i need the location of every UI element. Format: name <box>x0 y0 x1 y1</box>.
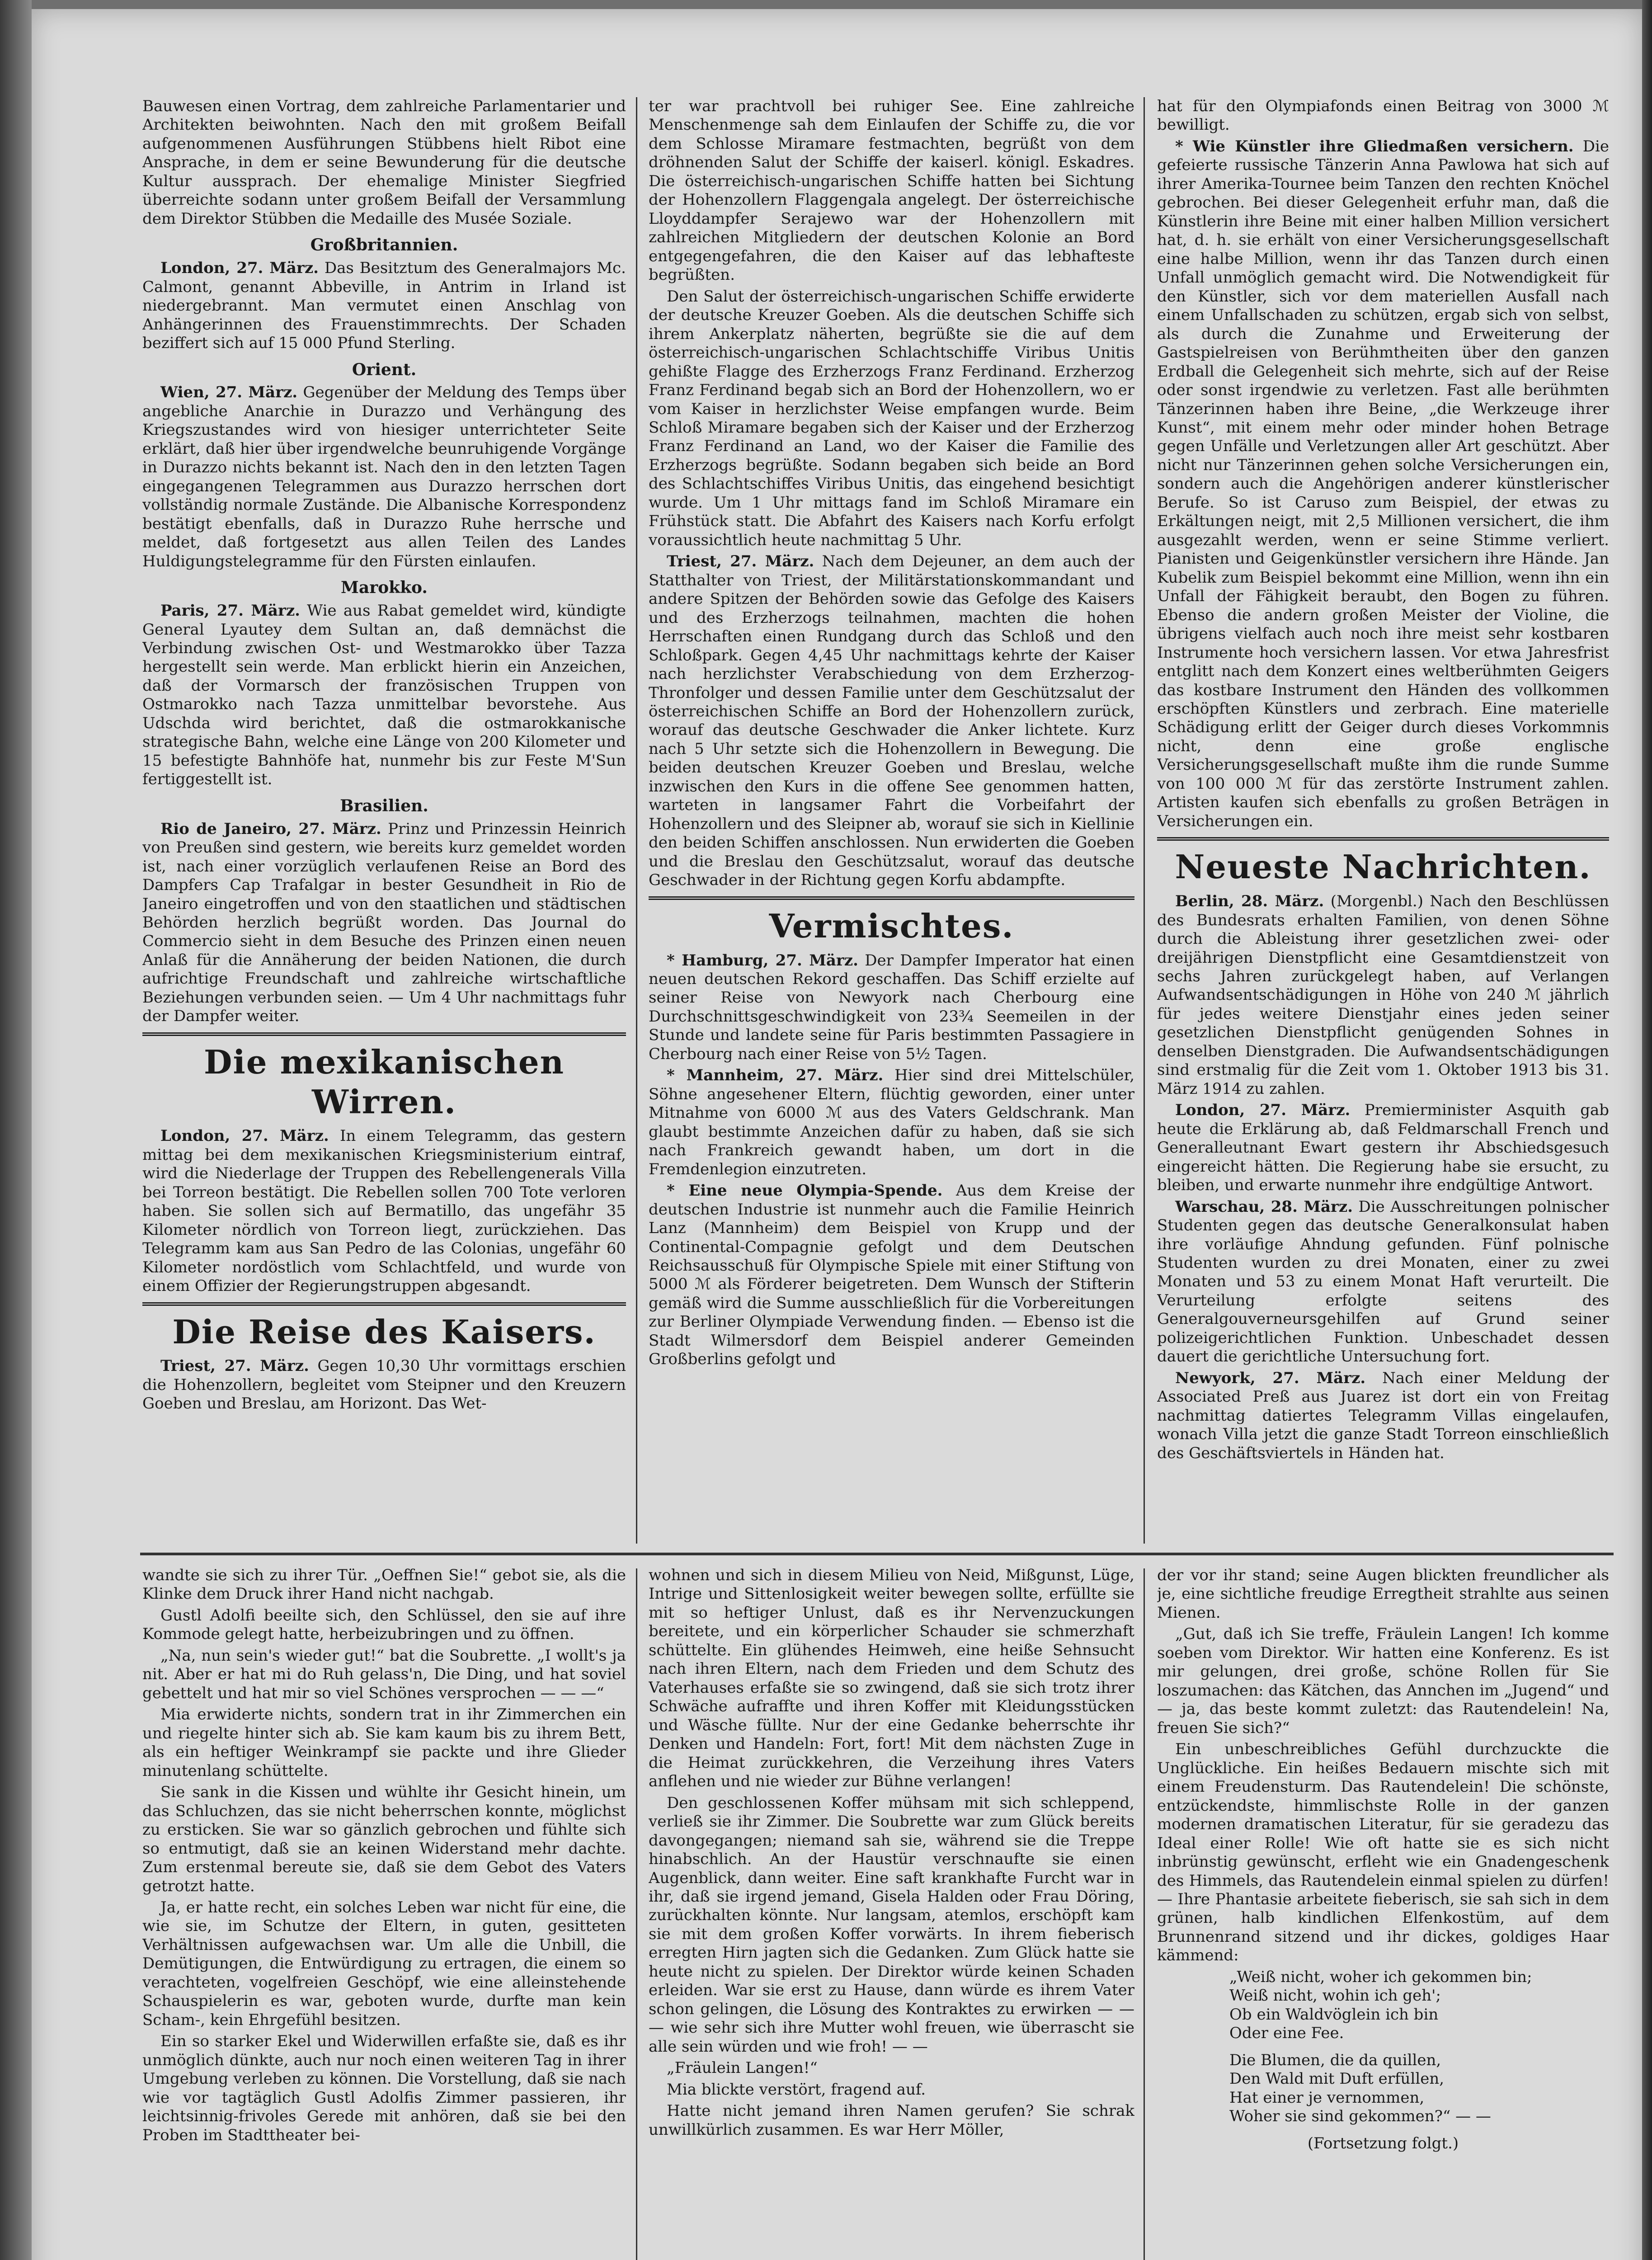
binding-shadow <box>0 0 32 2260</box>
story-paragraph: „Na, nun sein's wieder gut!“ bat die Soubrette. „I wollt's ja nit. Aber er hat mi do Ruh gelass'n, Die Ding, und hat soviel gebettelt und hat mir so viel Schönes versprochen — — —“ <box>142 1646 626 1702</box>
section-heading: Großbritannien. <box>310 235 458 255</box>
section-title: Neueste Nachrichten. <box>1175 848 1591 886</box>
story-paragraph: Sie sank in die Kissen und wühlte ihr Gesicht hinein, um das Schluchzen, das sie nicht beherrschen konnte, möglichst zu ersticken. Sie war so gänzlich gebrochen und fühlte sich so entmutigt, daß sie an keinen Widerstand mehr dachte. Zum erstenmal bereute sie, daß sie dem Gebot des Vaters getrotzt hatte. <box>142 1783 626 1895</box>
story-paragraph: Mia erwiderte nichts, sondern trat in ihr Zimmerchen ein und riegelte hinter sich ab. Sie kam kaum bis zu ihrem Bett, als ein heftiger Weinkrampf sie packte und ihre Glieder minutenlang schüttelte. <box>142 1705 626 1780</box>
article-text: Aus dem Kreise der deutschen Industrie ist nunmehr auch die Familie Heinrich Lanz (Mannheim) dem Beispiel von Krupp und der Continental-Compagnie gefolgt und dem Deutschen Reichsausschuß für Olympische Spiele mit einer Stiftung von 5000 ℳ als Förderer beigetreten. Dem Wunsch der Stifterin gemäß wird die Summe ausschließlich für die Vorbereitungen zur Berliner Olympiade Verwendung finden. — Ebenso ist die Stadt Wilmersdorf dem Beispiel anderer Gemeinden Großberlins gefolgt und <box>649 1182 1134 1369</box>
article-text: Nach einer Meldung der Associated Preß aus Juarez ist dort ein von Freitag nachmittag datiertes Telegramm Villas eingelaufen, wonach Villa jetzt die ganze Stadt Torreon einschließlich des Geschäftsviertels in Händen hat. <box>1157 1369 1609 1462</box>
divider <box>142 1032 626 1036</box>
dateline: London, 27. März. <box>160 259 319 278</box>
divider <box>649 896 1134 900</box>
dateline: Berlin, 28. März. <box>1175 892 1324 911</box>
feuilleton-column-2 <box>649 1566 1134 2260</box>
feuilleton-column-1 <box>142 1566 626 2260</box>
story-paragraph: wandte sie sich zu ihrer Tür. „Oeffnen Sie!“ gebot sie, als die Klinke dem Druck ihrer Hand nicht nachgab. <box>142 1566 626 1603</box>
article-text: Nach dem Dejeuner, an dem auch der Statthalter von Triest, der Militärstationskommandant und andere Spitzen der Behörden sowie das Gefolge des Kaisers und des Erzherzogs teilnahmen, machten die hohen Herrschaften einen Rundgang durch das Schloß und den Schloßpark. Gegen 4,45 Uhr nachmittags kehrte der Kaiser nach herzlichster Verabschiedung von dem Erzherzog-Thronfolger und dessen Familie unter dem Geschützsalut der österreichischen Schiffe an Bord der Hohenzollern zurück, worauf das deutsche Geschwader die Anker lichtete. Kurz nach 5 Uhr setzte sich die Hohenzollern in Bewegung. Die beiden deutschen Kreuzer Goeben und Breslau, welche inzwischen den Kurs in die offene See genommen hatten, warteten in langsamer Fahrt die Vorbeifahrt der Hohenzollern und des Sleipner ab, worauf sie sich in Kiellinie den beiden Schiffen anschlossen. Nun erwiderten die Goeben und die Breslau den Geschützsalut, worauf das deutsche Geschwader in der Richtung gegen Korfu abdampfte. <box>649 552 1134 890</box>
article-paragraph: hat für den Olympiafonds einen Beitrag von 3000 ℳ bewilligt. <box>1157 97 1609 134</box>
column-2 <box>649 97 1134 1546</box>
dateline: Paris, 27. März. <box>160 602 300 620</box>
item-heading: * Wie Künstler ihre Gliedmaßen versichern. <box>1175 137 1574 155</box>
article-paragraph: Bauwesen einen Vortrag, dem zahlreiche Parlamentarier und Architekten beiwohnten. Nach den mit großem Beifall aufgenommenen Ausführungen Stübbens hielt Ribot eine Ansprache, in dem er seine Bewunderung für die deutsche Kultur aussprach. Der ehemalige Minister Siegfried überreichte sodann unter großem Beifall der Versammlung dem Direktor Stübben die Medaille des Musée Soziale. <box>142 97 626 228</box>
section-heading: Orient. <box>352 360 417 379</box>
article-text: Das Besitztum des Generalmajors Mc. Calmont, genannt Abbeville, in Antrim in Irland ist niedergebrannt. Man vermutet einen Anschlag von Anhängerinnen des Frauenstimmrechts. Der Schaden beziffert sich auf 15 000 Pfund Sterling. <box>142 259 626 353</box>
dateline: Triest, 27. März. <box>667 552 814 571</box>
article-text: Der Dampfer Imperator hat einen neuen deutschen Rekord geschaffen. Das Schiff erzielte auf seiner Reise von Newyork nach Cherbourg eine Durchschnittsgeschwindigkeit von 23¾ Seemeilen in der Stunde und landete seine für Paris bestimmten Passagiere in Cherbourg nach einer Reise von 5½ Tagen. <box>649 951 1134 1063</box>
story-paragraph: Hatte nicht jemand ihren Namen gerufen? Sie schrak unwillkürlich zusammen. Es war Herr Möller, <box>649 2102 1134 2139</box>
item-heading: * Mannheim, 27. März. <box>667 1066 884 1085</box>
divider <box>1157 837 1609 841</box>
story-paragraph: Gustl Adolfi beeilte sich, den Schlüssel, den sie auf ihre Kommode gelegt hatte, herbeizubringen und zu öffnen. <box>142 1606 626 1643</box>
continuation-note: (Fortsetzung folgt.) <box>1307 2134 1459 2152</box>
column-1 <box>142 97 626 1546</box>
poem-line: „Weiß nicht, woher ich gekommen bin; <box>1229 1968 1532 1986</box>
column-rule <box>636 1568 637 2260</box>
poem-line: Oder eine Fee. <box>1229 2024 1344 2043</box>
dateline: Newyork, 27. März. <box>1175 1369 1366 1387</box>
story-paragraph: Ein so starker Ekel und Widerwillen erfaßte sie, daß es ihr unmöglich dünkte, auch nur noch einen weiteren Tag in ihrer Umgebung verleben zu können. Die Vorstellung, daß sie nach wie vor tagtäglich Gustl Adolfis Zimmer passieren, ihr leichtsinnig-frivoles Gerede mit anhören, daß sie bei den Proben im Stadttheater bei- <box>142 2032 626 2144</box>
article-text: Die gefeierte russische Tänzerin Anna Pawlowa hat sich auf ihrer Amerika-Tournee beim Tanzen den rechten Knöchel gebrochen. Bei dieser Gelegenheit erfuhr man, daß die Künstlerin ihre Beine mit einer halben Million versichert hat, d. h. sie erhält von einer Versicherungsgesellschaft eine halbe Million, wenn ihr das Tanzen durch einen Unfall unmöglich gemacht wird. Die Notwendigkeit für den Künstler, sich vor dem materiellen Ausfall nach einem Unfallschaden zu schützen, ergab sich von selbst, als durch die Zunahme und Erweiterung der Gastspielreisen von Berühmtheiten über den ganzen Erdball die Gelegenheit sich mehrte, sich auf der Reise oder sonst irgendwie zu verletzen. Fast alle berühmten Tänzerinnen haben ihre Beine, „die Werkzeuge ihrer Kunst“, mit einem mehr oder minder hohen Betrage gegen Unfälle und Verletzungen aller Art geschützt. Aber nicht nur Tänzerinnen gehen solche Versicherungen ein, sondern auch die Angehörigen anderer künstlerischer Berufe. So ist Caruso zum Beispiel, der etwas zu Erkältungen neigt, mit 2,5 Millionen versichert, die ihm ausgezahlt werden, wenn er seine Stimme verliert. Pianisten und Geigenkünstler versichern ihre Hände. Jan Kubelik zum Beispiel bekommt eine Million, wenn ihn ein Unfall der Fähigkeit beraubt, den Bogen zu führen. Ebenso die andern großen Meister der Violine, die übrigens vielfach auch noch ihre meist sehr kostbaren Instrumente hoch versichern lassen. Vor etwa Jahresfrist entglitt nach dem Konzert eines weltberühmten Geigers das kostbare Instrument den Händen des vollkommen erschöpften Künstlers und zerbrach. Eine materielle Schädigung erlitt der Geiger durch dieses Vorkommnis nicht, denn eine große englische Versicherungsgesellschaft mußte ihm die runde Summe von 100 000 ℳ für das zerstörte Instrument zahlen. Artisten kaufen sich ebenfalls zu großen Beträgen in Versicherungen ein. <box>1157 137 1609 830</box>
story-paragraph: Mia blickte verstört, fragend auf. <box>667 2080 926 2099</box>
article-text: (Morgenbl.) Nach den Beschlüssen des Bundesrats erhalten Familien, von denen Söhne durch die Ableistung ihrer gesetzlichen zwei- oder dreijährigen Dienstpflicht eine Gesamtdienstzeit von sechs Jahren zurückgelegt haben, auf Verlangen Aufwandsentschädigungen in Höhe von 240 ℳ jährlich für jedes weitere Dienstjahr eines jeden seiner gesetzlichen Dienstpflicht genügenden Sohnes in denselben Dienstgraden. Die Aufwandsentschädigungen sind erstmalig für die Zeit vom 1. Oktober 1913 bis 31. März 1914 zu zahlen. <box>1157 892 1609 1098</box>
poem-line: Weiß nicht, wohin ich geh'; <box>1229 1987 1441 2005</box>
poem-line: Woher sie sind gekommen?“ — — <box>1229 2107 1491 2126</box>
poem-line: Ob ein Waldvöglein ich bin <box>1229 2005 1439 2024</box>
poem-stanza <box>1157 1968 1609 2043</box>
story-paragraph: der vor ihr stand; seine Augen blickten freundlicher als je, eine sichtliche freudige Erregtheit strahlte aus seinen Mienen. <box>1157 1566 1609 1622</box>
article-text: Gegen 10,30 Uhr vormittags erschien die Hohenzollern, begleitet vom Steipner und den Kreuzern Goeben und Breslau, am Horizont. Das Wet- <box>142 1357 626 1413</box>
article-text: Gegenüber der Meldung des Temps über angebliche Anarchie in Durazzo und Verhängung des Kriegszustandes wird von hiesiger unterrichteter Seite erklärt, daß hier über irgendwelche beunruhigende Vorgänge in Durazzo nichts bekannt ist. Nach den in den letzten Tagen eingegangenen Telegrammen aus Durazzo herrschen dort vollständig normale Zustände. Die Albanische Korrespondenz bestätigt ebenfalls, daß in Durazzo Ruhe herrsche und meldet, daß fortgesetzt aus allen Teilen des Landes Huldigungstelegramme für den Fürsten einlaufen. <box>142 383 626 570</box>
section-heading: Brasilien. <box>340 796 428 815</box>
article-text: Prinz und Prinzessin Heinrich von Preußen sind gestern, wie bereits kurz gemeldet worden ist, nach einer vorzüglich verlaufenen Reise an Bord des Dampfers Cap Trafalgar in bester Gesundheit in Rio de Janeiro eingetroffen und von den staatlichen und städtischen Behörden herzlich begrüßt worden. Das Journal do Commercio sieht in dem Besuche des Prinzen einen neuen Anlaß für die Annäherung der beiden Nationen, die durch aufrichtige Freundschaft und zahlreiche wirtschaftliche Beziehungen verbunden seien. — Um 4 Uhr nachmittags fuhr der Dampfer weiter. <box>142 819 626 1026</box>
column-rule <box>1144 1568 1145 2260</box>
column-rule <box>1144 97 1145 1544</box>
article-text: In einem Telegramm, das gestern mittag bei dem mexikanischen Kriegsministerium eintraf, wird die Niederlage der Truppen des Rebellengenerals Villa bei Torreon bestätigt. Die Rebellen sollen 700 Tote verloren haben. Sie sollen sich auf Bermatillo, das ungefähr 35 Kilometer nördlich von Torreon liegt, zurückziehen. Das Telegramm kam aus San Pedro de las Colonias, ungefähr 60 Kilometer nordöstlich vom Schlachtfeld, und wurde von einem Offizier der Regierungstruppen abgesandt. <box>142 1127 626 1295</box>
section-title: Vermischtes. <box>769 906 1014 945</box>
article-text: Die Ausschreitungen polnischer Studenten gegen das deutsche Generalkonsulat haben ihre vorläufige Ahndung gefunden. Fünf polnische Studenten wurden zu drei Monaten, einer zu zwei Monaten und 53 zu einem Monat Haft verurteilt. Die Verurteilung erfolgte seitens des Generalgouverneursgehilfen auf Grund seiner polizeigerichtlichen Funktion. Unbeschadet dessen dauert die gerichtliche Untersuchung fort. <box>1157 1197 1609 1366</box>
dateline: Triest, 27. März. <box>160 1357 309 1375</box>
story-paragraph: wohnen und sich in diesem Milieu von Neid, Mißgunst, Lüge, Intrige und Sittenlosigkeit weiter bewegen sollte, erfüllte sie mit so heftiger Unlust, daß es ihr Nervenzuckungen bereitete, und ein körperlicher Schauder sie schmerzhaft schüttelte. Ein glühendes Heimweh, eine heiße Sehnsucht nach ihren Eltern, nach dem Frieden und dem Schutz des Vaterhauses erfaßte sie so zwingend, daß sie sich trotz ihrer Schwäche aufraffte und ihren Koffer mit Kleidungsstücken und Wäsche füllte. Nur der eine Gedanke beherrschte ihr Denken und Handeln: Fort, fort! Mit dem nächsten Zuge in die Heimat zurückkehren, die Verzeihung ihres Vaters anflehen und nie wieder zur Bühne verlangen! <box>649 1566 1134 1791</box>
story-paragraph: „Gut, daß ich Sie treffe, Fräulein Langen! Ich komme soeben vom Direktor. Wir hatten eine Konferenz. Es ist mir gelungen, drei große, schöne Rollen für Sie loszumachen: das Kätchen, das Annchen im „Jugend“ und — ja, das beste kommt zuletzt: das Rautendelein! Na, freuen Sie sich?“ <box>1157 1625 1609 1737</box>
dateline: London, 27. März. <box>160 1127 329 1145</box>
story-paragraph: „Fräulein Langen!“ <box>667 2059 818 2077</box>
page-edge <box>1642 0 1652 2260</box>
feuilleton-column-3 <box>1157 1566 1609 2260</box>
column-rule <box>636 97 637 1544</box>
item-heading: * Hamburg, 27. März. <box>667 951 858 970</box>
dateline: London, 27. März. <box>1175 1101 1351 1120</box>
poem-line: Hat einer je vernommen, <box>1229 2088 1425 2107</box>
dateline: Wien, 27. März. <box>160 383 298 402</box>
article-text: Hier sind drei Mittelschüler, Söhne angesehener Eltern, flüchtig geworden, einer unter Mitnahme von 6000 ℳ aus des Vaters Geldschrank. Man glaubt bestimmte Anzeichen dafür zu haben, daß sie sich nach Frankreich gewandt haben, um dort in die Fremdenlegion einzutreten. <box>649 1066 1134 1178</box>
dateline: Warschau, 28. März. <box>1175 1197 1353 1216</box>
article-paragraph: Den Salut der österreichisch-ungarischen Schiffe erwiderte der deutsche Kreuzer Goeben. Als die deutschen Schiffe sich ihrem Ankerplatz näherten, begrüßte sie die auf dem österreichisch-ungarischen Schlachtschiffe Viribus Unitis gehißte Flagge des Erzherzogs Franz Ferdinand. Erzherzog Franz Ferdinand begab sich an Bord der Hohenzollern, wo er vom Kaiser in herzlichster Weise empfangen wurde. Beim Schloß Miramare begaben sich der Kaiser und der Erzherzog Franz Ferdinand an Land, wo der Kaiser die Familie des Erzherzogs begrüßte. Sodann begaben sich beide an Bord des Schlachtschiffes Viribus Unitis, das eingehend besichtigt wurde. Um 1 Uhr mittags fand im Schloß Miramare ein Frühstück statt. Die Abfahrt des Kaisers nach Korfu erfolgt voraussichtlich heute nachmittag 5 Uhr. <box>649 287 1134 549</box>
feuilleton-rule <box>140 1553 1614 1555</box>
poem-line: Die Blumen, die da quillen, <box>1229 2051 1441 2069</box>
poem-line: Den Wald mit Duft erfüllen, <box>1229 2070 1445 2088</box>
section-title: Die Reise des Kaisers. <box>172 1312 596 1351</box>
section-title: Die mexikanischen Wirren. <box>203 1042 565 1121</box>
story-paragraph: Den geschlossenen Koffer mühsam mit sich schleppend, verließ sie ihr Zimmer. Die Soubrette war zum Glück bereits davongegangen; niemand sah sie, während sie die Treppe hinabschlich. An der Haustür verschnaufte sie einen Augenblick, dann weiter. Eine saft krankhafte Furcht war in ihr, daß sie irgend jemand, Gisela Halden oder Frau Döring, zurückhalten könnte. Nur langsam, atemlos, erschöpft kam sie mit dem großen Koffer vorwärts. In ihrem fieberisch erregten Hirn jagten sich die Gedanken. Zum Glück hatte sie heute nicht zu spielen. Der Direktor würde keinen Schaden erleiden. War sie erst zu Hause, dann würde es ihrem Vater schon gelingen, die Lösung des Kontraktes zu erwirken — — — wie sehr sich ihre Mutter wohl freuen, wie überrascht sie alle sein würden und wie froh! — — <box>649 1794 1134 2056</box>
item-heading: * Eine neue Olympia-Spende. <box>667 1182 943 1200</box>
dateline: Rio de Janeiro, 27. März. <box>160 819 381 838</box>
article-text: Wie aus Rabat gemeldet wird, kündigte General Lyautey dem Sultan an, daß demnächst die Verbindung zwischen Ost- und Westmarokko über Tazza hergestellt sein werde. Man erblickt hierin ein Anzeichen, daß der Vormarsch der französischen Truppen von Ostmarokko nach Tazza unmittelbar bevorstehe. Aus Udschda wird berichtet, daß die ostmarokkanische strategische Bahn, welche eine Länge von 200 Kilometer und 15 befestigte Bahnhöfe hat, nunmehr bis zur Feste M'Sun fertiggestellt ist. <box>142 602 626 789</box>
poem-stanza <box>1157 2051 1609 2126</box>
section-heading: Marokko. <box>341 578 428 598</box>
divider <box>142 1302 626 1306</box>
article-paragraph: ter war prachtvoll bei ruhiger See. Eine zahlreiche Menschenmenge sah dem Einlaufen der Schiffe zu, die vor dem Schlosse Miramare festmachten, begrüßt von dem dröhnenden Salut der Schiffe der kaiserl. königl. Eskadres. Die österreichisch-ungarischen Schiffe hatten bei Sichtung der Hohenzollern Flaggengala angelegt. Der österreichische Lloyddampfer Serajewo war der Hohenzollern mit zahlreichen Mitgliedern der deutschen Kolonie an Bord entgegengefahren, die den Kaiser auf das lebhafteste begrüßten. <box>649 97 1134 284</box>
column-3 <box>1157 97 1609 1546</box>
story-paragraph: Ja, er hatte recht, ein solches Leben war nicht für eine, die wie sie, im Schutze der Eltern, in guten, gesitteten Verhältnissen aufgewachsen war. Um alle die Unbill, die Demütigungen, die Entwürdigung zu ertragen, die einem so verachteten, vogelfreien Geschöpf, wie eine alleinstehende Schauspielerin es war, geboten wurde, durfte man kein Scham-, kein Ehrgefühl besitzen. <box>142 1898 626 2029</box>
article-text: Premierminister Asquith gab heute die Erklärung ab, daß Feldmarschall French und Generalleutnant Ewart gestern ihr Abschiedsgesuch eingereicht hätten. Die Regierung habe sie ersucht, zu bleiben, und erwarte nunmehr ihre endgültige Antwort. <box>1157 1101 1609 1195</box>
story-paragraph: Ein unbeschreibliches Gefühl durchzuckte die Unglückliche. Ein heißes Bedauern mischte sich mit einem Freudensturm. Das Rautendelein! Die schönste, entzückendste, himmlischste Rolle in der ganzen modernen dramatischen Literatur, für sie geradezu das Ideal einer Rolle! Wie oft hatte sie es sich nicht inbrünstig gewünscht, erfleht wie ein Gnadengeschenk des Himmels, das Rautendelein einmal spielen zu dürfen! — Ihre Phantasie arbeitete fieberisch, sie sah sich in dem grünen, halb kindlichen Elfenkostüm, auf dem Brunnenrand sitzend und ihr dickes, goldiges Haar kämmend: <box>1157 1740 1609 1965</box>
